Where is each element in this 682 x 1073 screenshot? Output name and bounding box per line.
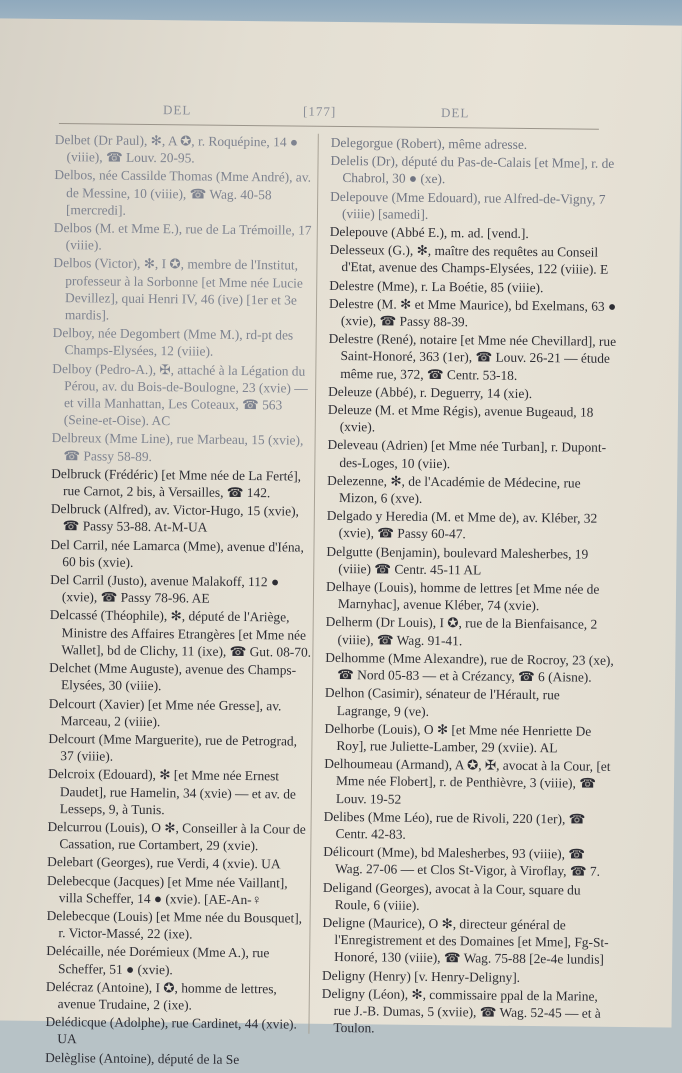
directory-entry: Delhorbe (Louis), O ✻ [et Mme née Henriette De Roy], rue Juliette-Lamber, 29 (xviie). AL [324, 720, 592, 756]
directory-entry: Delesseux (G.), ✻, maître des requêtes au Conseil d'Etat, avenue des Champs-Elysées, 122 (viiie). E [329, 242, 609, 278]
running-head-left: DEL [162, 102, 192, 118]
directory-page [0, 18, 682, 1067]
directory-entry: Deligand (Georges), avocat à la Cour, square du Roule, 6 (viiie). [322, 879, 581, 913]
directory-entry: Delcourt (Mme Marguerite), rue de Petrograd, 37 (viiie). [48, 730, 298, 764]
directory-entry: Delbreux (Mme Line), rue Marbeau, 15 (xvie), ☎ Passy 58-89. [51, 430, 304, 464]
directory-entry: Deligny (Henry) [v. Henry-Deligny]. [321, 967, 521, 985]
directory-entry: Deleuze (M. et Mme Régis), avenue Bugeaud, 18 (xvie). [327, 401, 594, 435]
directory-entry: Delcurrou (Louis), O ✻, Conseiller à la Cour de Cassation, rue Cortambert, 29 (xvie). [47, 818, 306, 854]
directory-entry: Delgado y Heredia (M. et Mme de), av. Kléber, 32 (xvie), ☎ Passy 60-47. [326, 508, 598, 542]
directory-entry: Delécaille, née Dorémieux (Mme A.), rue Scheffer, 51 ● (xvie). [46, 943, 270, 977]
directory-entry: Delbet (Dr Paul), ✻, A ✪, r. Roquépine, 14 ● (viiie), ☎ Louv. 20-95. [54, 132, 299, 166]
page-number: [177] [302, 103, 337, 119]
directory-entry: Delboy, née Degombert (Mme M.), rd-pt des Champs-Elysées, 12 (viiie). [52, 325, 294, 360]
directory-entry: Delhaye (Louis), homme de lettres [et Mme née de Marnyhac], avenue Kléber, 74 (xvie). [326, 578, 600, 614]
directory-entry: Delestre (M. ✻ et Mme Maurice), bd Exelmans, 63 ● (xvie), ☎ Passy 88-39. [328, 295, 617, 330]
directory-entry: Delhoumeau (Armand), A ✪, ✠, avocat à la Cour, [et Mme née Flobert], r. de Penthièvre, 3 (viiie), ☎ Louv. 19-52 [324, 755, 611, 807]
directory-entry: Delbos, née Cassilde Thomas (Mme André), av. de Messine, 10 (viiie), ☎ Wag. 40-58 [mercredi]. [54, 167, 312, 218]
directory-entry: Deleveau (Adrien) [et Mme née Turban], r. Dupont-des-Loges, 10 (viie). [327, 437, 607, 471]
directory-entry: Delibes (Mme Léo), rue de Rivoli, 220 (1er), ☎ Centr. 42-83. [323, 808, 586, 842]
directory-entry: Delchet (Mme Auguste), avenue des Champs-Elysées, 30 (viiie). [49, 660, 297, 694]
left-column [45, 131, 317, 1069]
directory-entry: Delbruck (Alfred), av. Victor-Hugo, 15 (xvie), ☎ Passy 53-88. At-M-UA [50, 501, 300, 536]
directory-entry: Delegorgue (Robert), même adresse. [330, 134, 528, 152]
directory-entry: Delebart (Georges), rue Verdi, 4 (xvie). UA [47, 854, 281, 872]
directory-entry: Delbos (M. et Mme E.), rue de La Trémoille, 17 (viiie). [53, 220, 312, 253]
directory-entry: Del Carril (Justo), avenue Malakoff, 112 ● (xvie), ☎ Passy 78-96. AE [50, 572, 280, 606]
directory-entry: Délicourt (Mme), bd Malesherbes, 93 (viiie), ☎ Wag. 27-06 — et Clos St-Vigor, à Viroflay, ☎ 7. [323, 843, 601, 880]
right-column [321, 134, 620, 1040]
directory-entry: Delepouve (Mme Edouard), rue Alfred-de-Vigny, 7 (viiie) [samedi]. [330, 188, 606, 222]
directory-entry: Delécraz (Antoine), I ✪, homme de lettres, avenue Trudaine, 2 (ixe). [45, 978, 277, 1013]
directory-entry: Delcroix (Edouard), ✻ [et Mme née Ernest Daudet], rue Hamelin, 34 (xvie) — et av. de Lesseps, 9, à Tunis. [48, 766, 296, 817]
directory-entry: Delestre (Mme), r. La Boétie, 85 (viiie). [329, 277, 544, 295]
directory-entry: Delgutte (Benjamin), boulevard Malesherbes, 19 (viiie) ☎ Centr. 45-11 AL [326, 543, 589, 578]
directory-entry: Delezenne, ✻, de l'Académie de Médecine, rue Mizon, 6 (xve). [327, 472, 581, 506]
directory-entry: Deligny (Léon), ✻, commissaire ppal de la Marine, rue J.-B. Dumas, 5 (xviie), ☎ Wag. 52-45 — et à Toulon. [321, 985, 601, 1036]
directory-entry: Delbruck (Frédéric) [et Mme née de La Ferté], rue Carnot, 2 bis, à Versailles, ☎ 142. [51, 465, 302, 501]
directory-entry: Delcassé (Théophile), ✻, député de l'Ariège, Ministre des Affaires Etrangères [et Mme née Wallet], bd de Clichy, 11 (ixe), ☎ Gut. 08-70. [49, 607, 312, 660]
directory-entry: Delhon (Casimir), sénateur de l'Hérault, rue Lagrange, 9 (ve). [324, 685, 560, 719]
directory-entry: Delboy (Pedro-A.), ✠, attaché à la Légation du Pérou, av. du Bois-de-Boulogne, 23 (xvie) — et villa Manhattan, Les Coteaux, ☎ 563 (Seine-et-Oise). AC [52, 360, 308, 429]
directory-entry: Delbos (Victor), ✻, I ✪, membre de l'Institut, professeur à la Sorbonne [et Mme née Lucie Devillez], quai Henri IV, 46 (ive) [1er et 3e mardis]. [53, 255, 303, 323]
directory-entry: Delepouve (Abbé E.), m. ad. [vend.]. [329, 223, 529, 241]
directory-entry: Delebecque (Jacques) [et Mme née Vaillant], villa Scheffer, 14 ● (xvie). [AE-An-♀ [46, 872, 288, 907]
running-head-right: DEL [440, 105, 470, 121]
directory-entry: Delelis (Dr), député du Pas-de-Calais [et Mme], r. de Chabrol, 30 ● (xe). [330, 153, 615, 187]
directory-entry: Del Carril, née Lamarca (Mme), avenue d'Iéna, 60 bis (xvie). [50, 536, 304, 570]
directory-entry: Deligne (Maurice), O ✻, directeur général de l'Enregistrement et des Domaines [et Mme], Fg-St-Honoré, 130 (viiie), ☎ Wag. 75-88 [2e-4e lundis] [322, 914, 609, 968]
directory-entry: Deleuze (Abbé), r. Deguerry, 14 (xie). [328, 383, 533, 401]
directory-entry: Delebecque (Louis) [et Mme née du Bousquet], r. Victor-Massé, 22 (ixe). [46, 907, 303, 942]
directory-entry: Delédicque (Adolphe), rue Cardinet, 44 (xvie). UA [45, 1014, 297, 1047]
directory-entry: Delcourt (Xavier) [et Mme née Gresse], av. Marceau, 2 (viiie). [48, 695, 282, 729]
directory-entry: Delhomme (Mme Alexandre), rue de Rocroy, 23 (xe), ☎ Nord 05-83 — et à Crézancy, ☎ 6 (Aisne). [325, 649, 614, 685]
directory-entry: Delestre (René), notaire [et Mme née Chevillard], rue Saint-Honoré, 363 (1er), ☎ Louv. 26-21 — étude même rue, 372, ☎ Centr. 53-18. [328, 331, 617, 383]
directory-entry: Delèglise (Antoine), député de la Se [45, 1049, 240, 1067]
directory-entry: Delherm (Dr Louis), I ✪, rue de la Bienfaisance, 2 (viiie), ☎ Wag. 91-41. [325, 614, 598, 648]
page-header [59, 97, 599, 130]
